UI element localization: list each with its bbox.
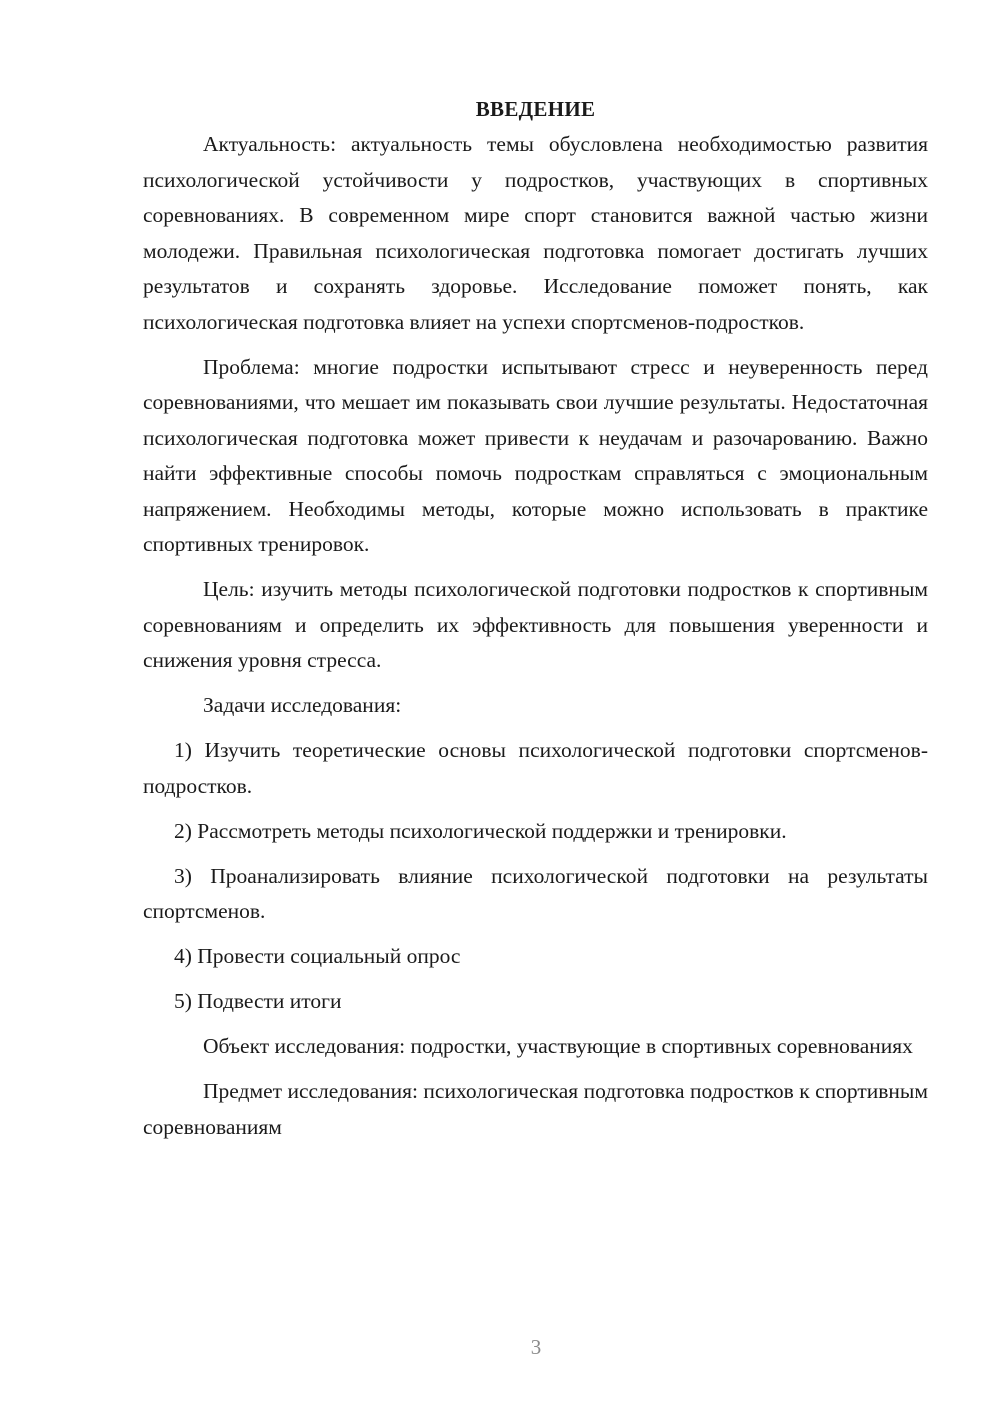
task-item-5: 5) Подвести итоги — [174, 989, 342, 1013]
relevance-paragraph: Актуальность: актуальность темы обусловлена необходимостью развития психологической устойчивости у подростков, участвующих в спортивных соревнованиях. В современном мире спорт становится важной частью жизни молодежи. Правильная психологическая подготовка помогает достигать лучших результатов и сохранять здоровье. Исследование поможет понять, как психологическая подготовка влияет на успехи спортсменов-подростков. — [143, 132, 928, 334]
page-number: 3 — [530, 1335, 542, 1359]
task-item-1: 1) Изучить теоретические основы психологической подготовки спортсменов-подростков. — [143, 738, 928, 798]
page-title: ВВЕДЕНИЕ — [475, 97, 596, 121]
tasks-heading: Задачи исследования: — [203, 693, 402, 717]
subject-paragraph: Предмет исследования: психологическая подготовка подростков к спортивным соревнованиям — [143, 1079, 928, 1139]
document-page — [143, 93, 928, 1155]
task-item-2: 2) Рассмотреть методы психологической поддержки и тренировки. — [174, 818, 787, 843]
task-item-4: 4) Провести социальный опрос — [174, 944, 461, 968]
object-paragraph: Объект исследования: подростки, участвующие в спортивных соревнованиях — [203, 1034, 913, 1058]
goal-paragraph: Цель: изучить методы психологической подготовки подростков к спортивным соревнованиям и определить их эффективность для повышения уверенности и снижения уровня стресса. — [143, 577, 928, 672]
task-item-3: 3) Проанализировать влияние психологической подготовки на результаты спортсменов. — [143, 863, 928, 923]
problem-paragraph: Проблема: многие подростки испытывают стресс и неуверенность перед соревнованиями, что мешает им показывать свои лучшие результаты. Недостаточная психологическая подготовка может привести к неудачам и разочарованию. Важно найти эффективные способы помочь подросткам справляться с эмоциональным напряжением. Необходимы методы, которые можно использовать в практике спортивных тренировок. — [143, 354, 928, 556]
